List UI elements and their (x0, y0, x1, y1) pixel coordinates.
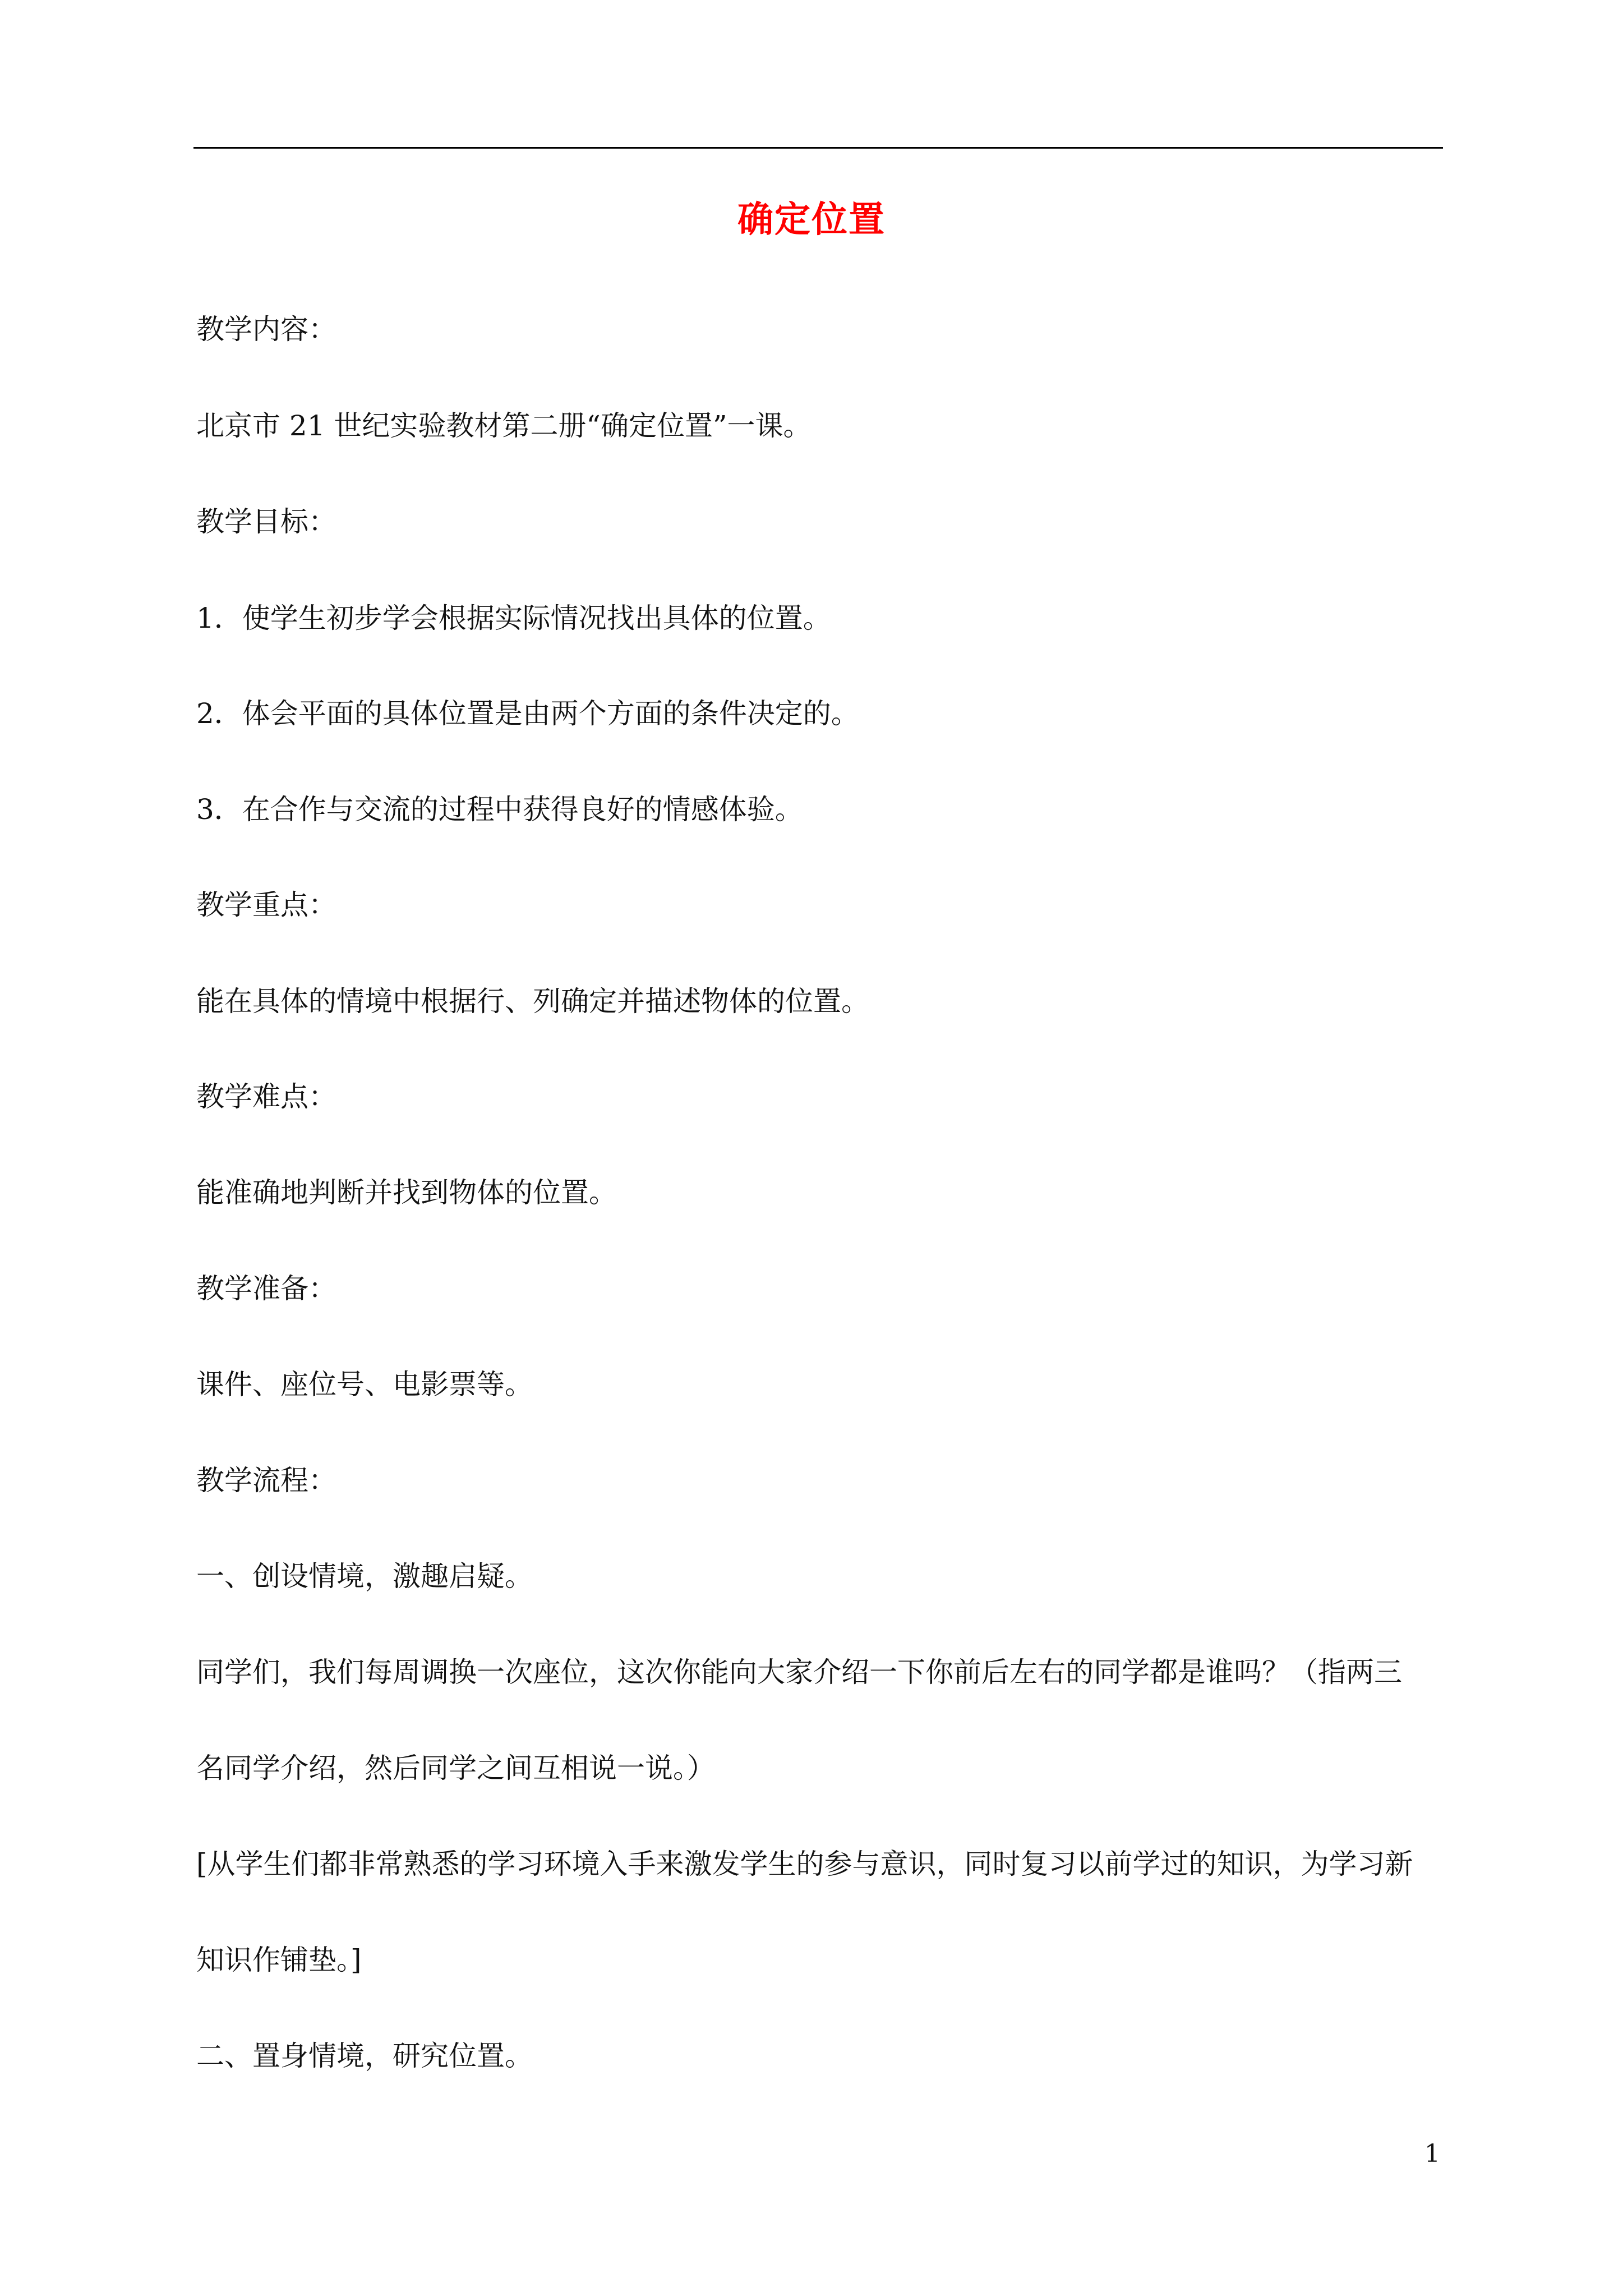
goal-item-2: 2．体会平面的具体位置是由两个方面的条件决定的。 (196, 697, 859, 730)
section-one-heading: 一、创设情境，激趣启疑。 (196, 1560, 533, 1593)
paragraph-line-2: 名同学介绍，然后同学之间互相说一说。） (196, 1752, 715, 1784)
page-number: 1 (1424, 2139, 1440, 2168)
heading-process: 教学流程： (196, 1464, 336, 1497)
section-two-heading: 二、置身情境，研究位置。 (196, 2040, 533, 2072)
header-rule (193, 147, 1443, 149)
annotation-line-2: 知识作铺垫。] (196, 1944, 362, 1976)
heading-difficulty: 教学难点： (196, 1080, 336, 1113)
paragraph-teaching-content: 北京市 21 世纪实验教材第二册“确定位置”一课。 (196, 409, 811, 442)
heading-teaching-goals: 教学目标： (196, 505, 336, 538)
heading-teaching-content: 教学内容： (196, 313, 336, 346)
paragraph-preparation: 课件、座位号、电影票等。 (196, 1368, 533, 1401)
paragraph-difficulty: 能准确地判断并找到物体的位置。 (196, 1176, 617, 1209)
paragraph-line-1: 同学们，我们每周调换一次座位，这次你能向大家介绍一下你前后左右的同学都是谁吗？（指两三 (196, 1656, 1402, 1688)
heading-preparation: 教学准备： (196, 1272, 336, 1305)
goal-item-3: 3．在合作与交流的过程中获得良好的情感体验。 (196, 793, 803, 826)
heading-key-point: 教学重点： (196, 889, 336, 921)
paragraph-key-point: 能在具体的情境中根据行、列确定并描述物体的位置。 (196, 985, 869, 1018)
goal-item-1: 1．使学生初步学会根据实际情况找出具体的位置。 (196, 602, 831, 634)
document-title: 确定位置 (737, 199, 886, 241)
annotation-line-1: [从学生们都非常熟悉的学习环境入手来激发学生的参与意识，同时复习以前学过的知识，为学习新 (196, 1848, 1413, 1880)
